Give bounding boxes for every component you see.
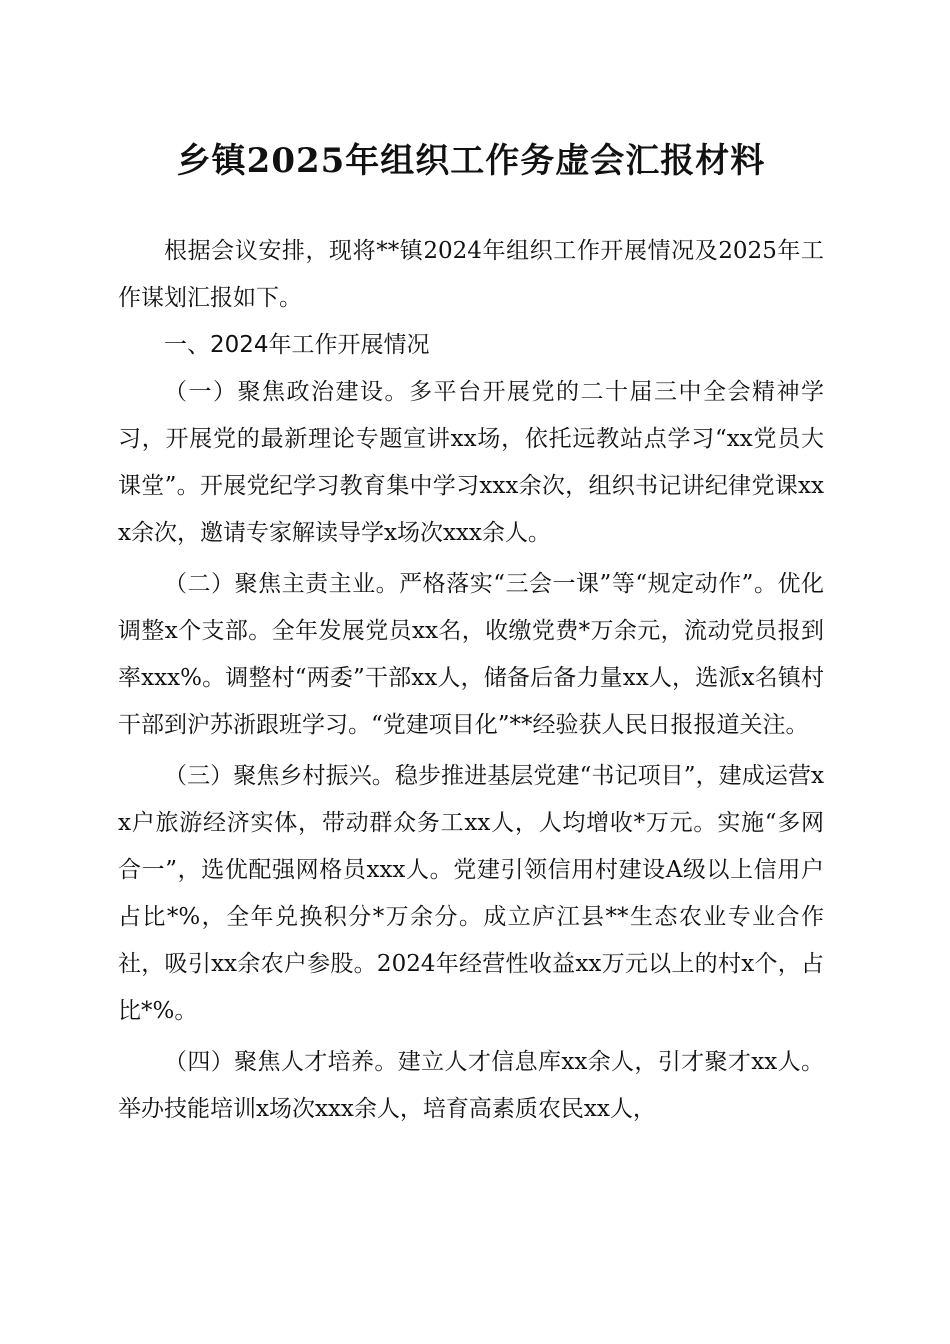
section-heading-1: 一、2024年工作开展情况 — [164, 332, 430, 358]
intro-paragraph: 根据会议安排，现将**镇2024年组织工作开展情况及2025年工作谋划汇报如下。 — [118, 238, 824, 311]
item-paragraph-1 — [118, 369, 824, 557]
item-lead-3: （三）聚焦乡村振兴。 — [164, 763, 395, 789]
item-paragraph-3 — [118, 753, 824, 1035]
item-text-3: 稳步推进基层党建“书记项目”，建成运营xx户旅游经济实体，带动群众务工xx人，人均增收*万元。实施“多网合一”，选优配强网格员xxx人。党建引领信用村建设A级以上信用户占比*%，全年兑换积分*万余分。成立庐江县**生态农业专业合作社，吸引xx余农户参股。2024年经营性收益xx万元以上的村x个，占比*%。 — [118, 763, 825, 1024]
item-paragraph-4 — [118, 1039, 824, 1133]
item-paragraph-2 — [118, 561, 824, 749]
item-lead-4: （四）聚焦人才培养。 — [164, 1049, 398, 1075]
item-lead-2: （二）聚焦主责主业。 — [164, 571, 400, 597]
document-content — [118, 228, 824, 1133]
item-lead-1: （一）聚焦政治建设。 — [164, 379, 409, 405]
item-text-1: 多平台开展党的二十届三中全会精神学习，开展党的最新理论专题宣讲xx场，依托远教站点学习“xx党员大课堂”。开展党纪学习教育集中学习xxx余次，组织书记讲纪律党课xxx余次，邀请专家解读导学x场次xxx余人。 — [118, 379, 824, 546]
document-title: 乡镇2025年组织工作务虚会汇报材料 — [176, 141, 766, 181]
item-text-4: 建立人才信息库xx余人，引才聚才xx人。举办技能培训x场次xxx余人，培育高素质农民xx人， — [118, 1049, 824, 1122]
item-text-2: 严格落实“三会一课”等“规定动作”。优化调整x个支部。全年发展党员xx名，收缴党费*万余元，流动党员报到率xxx%。调整村“两委”干部xx人，储备后备力量xx人，选派x名镇村干部到沪苏浙跟班学习。“党建项目化”**经验获人民日报报道关注。 — [118, 571, 824, 738]
